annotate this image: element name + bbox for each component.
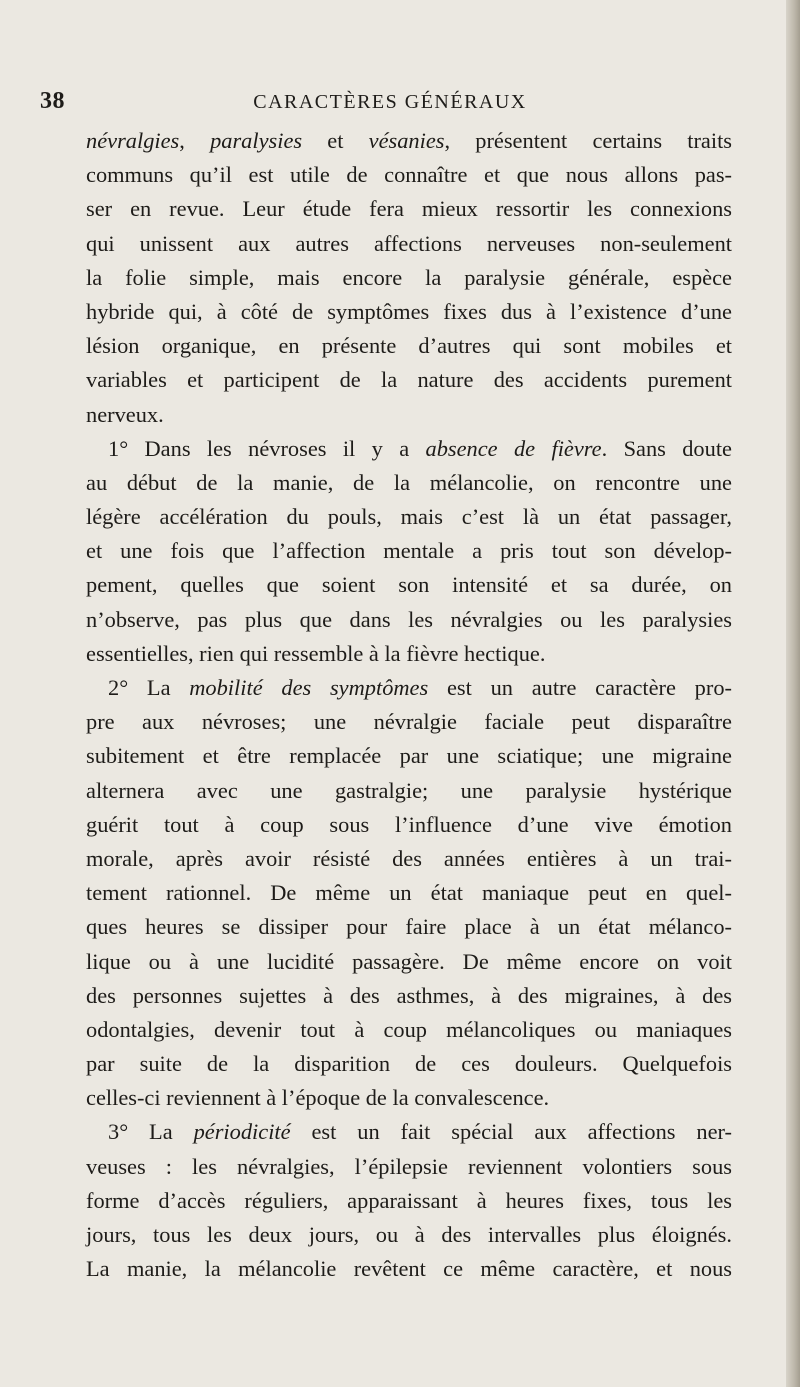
text-segment: nerveux. [86, 401, 164, 427]
page-edge-shadow [786, 0, 800, 1387]
text-segment: au début de la manie, de la mélancolie, on rencontre une [86, 469, 732, 495]
text-line [86, 808, 732, 842]
text-segment: légère accélération du pouls, mais c’est là un état passager, [86, 504, 732, 530]
text-segment: qui unissent aux autres affections nerveuses non-seulement [86, 230, 732, 256]
text-segment: variables et participent de la nature des accidents purement [86, 367, 732, 393]
text-line [86, 1047, 732, 1081]
italic-term: paralysies [210, 128, 303, 153]
text-segment: guérit tout à coup sous l’influence d’une vive émotion [86, 811, 732, 837]
text-segment: et [302, 128, 369, 153]
italic-term: névralgies [86, 128, 180, 153]
text-segment: est un autre caractère pro- [428, 675, 732, 700]
text-segment: subitement et être remplacée par une sciatique; une migraine [86, 743, 732, 769]
text-segment: par suite de la disparition de ces douleurs. Quelquefois [86, 1051, 732, 1077]
text-line [86, 124, 732, 158]
text-line [86, 876, 732, 910]
text-segment: forme d’accès réguliers, apparaissant à heures fixes, tous les [86, 1187, 732, 1213]
text-line [86, 637, 732, 671]
text-segment: . Sans doute [601, 435, 732, 461]
italic-term: absence de fièvre [425, 435, 602, 461]
body-text [86, 124, 732, 1286]
text-line [86, 295, 732, 329]
text-line [86, 979, 732, 1013]
running-head: CARACTÈRES GÉNÉRAUX [253, 91, 527, 113]
text-segment: 2° La [108, 675, 190, 700]
text-segment: morale, après avoir résisté des années entières à un trai- [86, 845, 732, 871]
text-line [86, 1218, 732, 1252]
text-segment: , présentent certains traits [444, 128, 733, 153]
text-segment: la folie simple, mais encore la paralysie générale, espèce [86, 264, 732, 290]
text-line [86, 910, 732, 944]
text-segment: des personnes sujettes à des asthmes, à des migraines, à des [86, 982, 732, 1008]
italic-term: vésanies [368, 128, 445, 153]
text-segment: La manie, la mélancolie revêtent ce même caractère, et nous [86, 1256, 732, 1282]
text-segment: odontalgies, devenir tout à coup mélancoliques ou maniaques [86, 1016, 732, 1042]
text-segment: communs qu’il est utile de connaître et que nous allons pas- [86, 162, 732, 188]
page-header [40, 88, 740, 120]
text-segment: lique ou à une lucidité passagère. De même encore on voit [86, 948, 732, 974]
text-segment: pement, quelles que soient son intensité et sa durée, on [86, 572, 732, 598]
text-segment: est un fait spécial aux affections ner- [290, 1119, 732, 1145]
text-line [86, 945, 732, 979]
text-line [86, 1013, 732, 1047]
text-segment: , [179, 128, 211, 153]
text-line [86, 534, 732, 568]
text-line [86, 739, 732, 773]
text-line [86, 329, 732, 363]
text-line [86, 603, 732, 637]
text-segment: essentielles, rien qui ressemble à la fièvre hectique. [86, 640, 546, 666]
text-line [86, 1184, 732, 1218]
text-line [86, 363, 732, 397]
text-line [86, 705, 732, 739]
text-line [86, 398, 732, 432]
text-segment: lésion organique, en présente d’autres qui sont mobiles et [86, 333, 732, 359]
text-segment: 1° Dans les névroses il y a [108, 435, 426, 461]
text-line [86, 842, 732, 876]
text-segment: ser en revue. Leur étude fera mieux ressortir les connexions [86, 196, 732, 222]
italic-term: mobilité des symptômes [189, 675, 429, 700]
text-line [86, 1115, 732, 1149]
text-segment: celles-ci reviennent à l’époque de la convalescence. [86, 1085, 550, 1111]
text-line [86, 671, 732, 705]
text-segment: veuses : les névralgies, l’épilepsie reviennent volontiers sous [86, 1153, 732, 1179]
text-line [86, 568, 732, 602]
text-line [86, 1081, 732, 1115]
text-line [86, 432, 732, 466]
text-line [86, 192, 732, 226]
text-line [86, 466, 732, 500]
text-line [86, 227, 732, 261]
text-segment: alternera avec une gastralgie; une paralysie hystérique [86, 777, 732, 803]
text-segment: 3° La [108, 1119, 194, 1145]
text-segment: pre aux névroses; une névralgie faciale peut disparaître [86, 709, 732, 735]
text-line [86, 500, 732, 534]
page-number: 38 [40, 88, 65, 114]
text-segment: tement rationnel. De même un état maniaque peut en quel- [86, 880, 732, 906]
text-segment: et une fois que l’affection mentale a pris tout son dévelop- [86, 538, 732, 564]
italic-term: périodicité [193, 1119, 291, 1145]
text-segment: hybride qui, à côté de symptômes fixes dus à l’existence d’une [86, 298, 732, 324]
text-segment: ques heures se dissiper pour faire place à un état mélanco- [86, 914, 732, 940]
text-line [86, 774, 732, 808]
text-segment: jours, tous les deux jours, ou à des intervalles plus éloignés. [86, 1222, 732, 1247]
text-segment: n’observe, pas plus que dans les névralgies ou les paralysies [86, 606, 732, 632]
text-line [86, 261, 732, 295]
text-line [86, 158, 732, 192]
text-line [86, 1150, 732, 1184]
text-line [86, 1252, 732, 1286]
